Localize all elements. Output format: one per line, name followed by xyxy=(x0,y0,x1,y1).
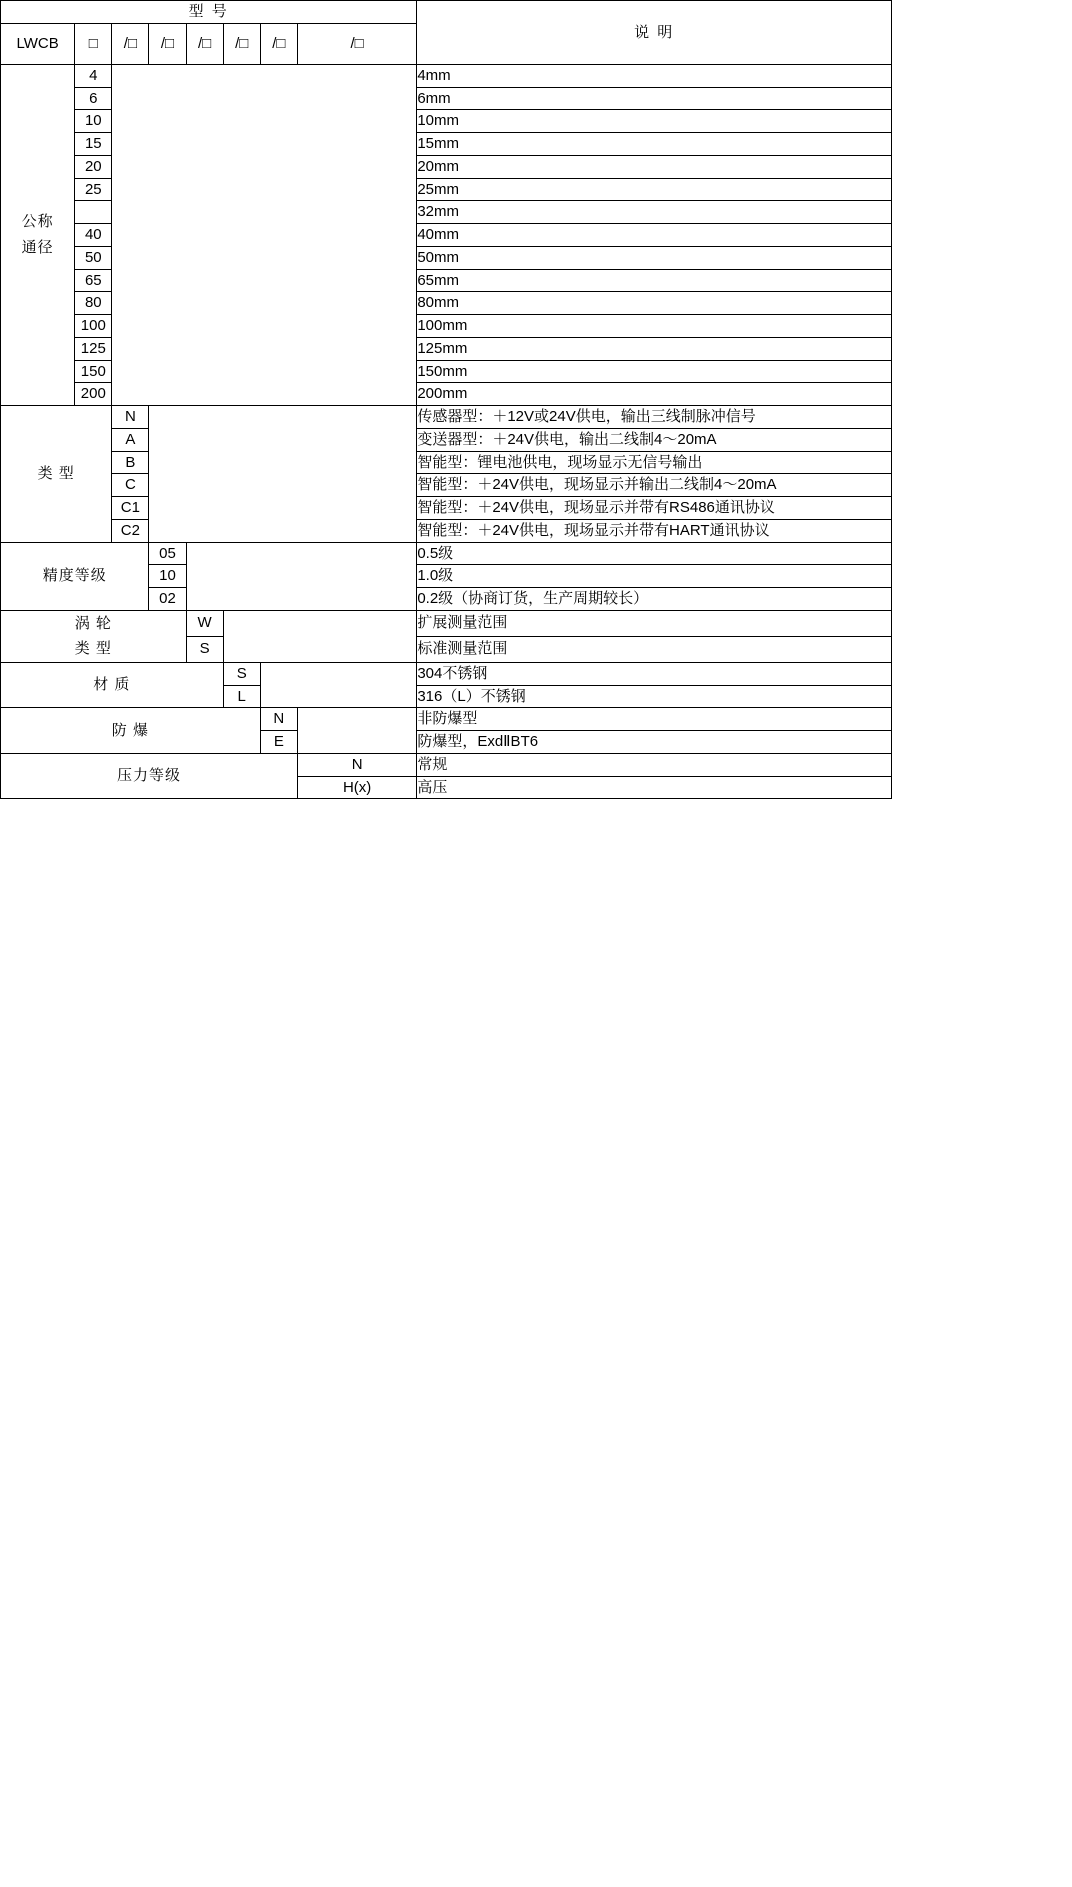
desc-title: 说 明 xyxy=(417,1,892,65)
model-segment-6: /□ xyxy=(260,23,297,64)
option-code: L xyxy=(223,685,260,708)
option-code: 100 xyxy=(75,315,112,338)
option-desc: 防爆型，ExdⅡBT6 xyxy=(417,731,892,754)
option-code: 10 xyxy=(149,565,186,588)
option-code: C1 xyxy=(112,497,149,520)
option-code: 50 xyxy=(75,246,112,269)
table-row xyxy=(1,428,892,451)
option-desc: 15mm xyxy=(417,133,892,156)
table-header-row xyxy=(1,1,892,24)
group-label-nominal-diameter xyxy=(1,64,75,405)
option-code: 25 xyxy=(75,178,112,201)
option-desc: 200mm xyxy=(417,383,892,406)
option-code: 20 xyxy=(75,155,112,178)
spacer-cells xyxy=(223,610,417,662)
table-row xyxy=(1,497,892,520)
spacer-cells xyxy=(112,64,417,405)
option-code: 40 xyxy=(75,224,112,247)
option-desc: 变送器型：＋24V供电，输出二线制4～20mA xyxy=(417,428,892,451)
option-code: 4 xyxy=(75,64,112,87)
option-desc: 150mm xyxy=(417,360,892,383)
spacer-cells xyxy=(149,406,417,543)
option-desc: 扩展测量范围 xyxy=(417,610,892,636)
group-label-explosion-proof: 防 爆 xyxy=(1,708,261,754)
option-code: C2 xyxy=(112,519,149,542)
option-desc: 智能型：＋24V供电，现场显示并带有HART通讯协议 xyxy=(417,519,892,542)
model-segment-2: /□ xyxy=(112,23,149,64)
option-desc: 1.0级 xyxy=(417,565,892,588)
table-row xyxy=(1,542,892,565)
option-desc: 65mm xyxy=(417,269,892,292)
option-desc: 40mm xyxy=(417,224,892,247)
group-label-accuracy-class: 精度等级 xyxy=(1,542,149,610)
option-code: H(x) xyxy=(297,776,416,799)
table-row xyxy=(1,753,892,776)
option-code: N xyxy=(260,708,297,731)
group-label-turbine-type xyxy=(1,610,187,662)
model-title: 型 号 xyxy=(1,1,417,24)
option-code: B xyxy=(112,451,149,474)
option-code: 05 xyxy=(149,542,186,565)
option-code: S xyxy=(223,662,260,685)
option-code: 125 xyxy=(75,337,112,360)
option-code: 80 xyxy=(75,292,112,315)
option-code: 02 xyxy=(149,588,186,611)
model-base-code: LWCB xyxy=(1,23,75,64)
option-desc: 20mm xyxy=(417,155,892,178)
model-segment-3: /□ xyxy=(149,23,186,64)
option-code: 6 xyxy=(75,87,112,110)
model-segment-5: /□ xyxy=(223,23,260,64)
option-code: N xyxy=(297,753,416,776)
group-label-line-2: 类 型 xyxy=(74,640,112,658)
option-desc: 4mm xyxy=(417,64,892,87)
option-code: 150 xyxy=(75,360,112,383)
option-desc: 25mm xyxy=(417,178,892,201)
option-desc: 10mm xyxy=(417,110,892,133)
option-desc: 32mm xyxy=(417,201,892,224)
spacer-cells xyxy=(186,542,417,610)
table-row xyxy=(1,64,892,87)
option-desc: 标准测量范围 xyxy=(417,636,892,662)
product-model-spec-table xyxy=(0,0,892,799)
model-segment-7: /□ xyxy=(297,23,416,64)
option-desc: 0.2级（协商订货，生产周期较长） xyxy=(417,588,892,611)
group-label-line-1: 公称 xyxy=(21,213,54,231)
option-desc: 智能型：＋24V供电，现场显示并输出二线制4～20mA xyxy=(417,474,892,497)
table-row xyxy=(1,474,892,497)
table-row xyxy=(1,451,892,474)
group-label-type: 类 型 xyxy=(1,406,112,543)
option-desc: 100mm xyxy=(417,315,892,338)
option-code: E xyxy=(260,731,297,754)
option-code: 200 xyxy=(75,383,112,406)
option-desc: 316（L）不锈钢 xyxy=(417,685,892,708)
option-desc: 高压 xyxy=(417,776,892,799)
option-desc: 常规 xyxy=(417,753,892,776)
group-label-line-1: 涡 轮 xyxy=(74,614,112,632)
option-code: W xyxy=(186,610,223,636)
option-desc: 传感器型：＋12V或24V供电，输出三线制脉冲信号 xyxy=(417,406,892,429)
spacer-cells xyxy=(297,708,416,754)
option-code: C xyxy=(112,474,149,497)
option-code: A xyxy=(112,428,149,451)
option-desc: 304不锈钢 xyxy=(417,662,892,685)
group-label-pressure-class: 压力等级 xyxy=(1,753,298,799)
table-row xyxy=(1,519,892,542)
option-code: N xyxy=(112,406,149,429)
table-row xyxy=(1,406,892,429)
option-code: 10 xyxy=(75,110,112,133)
option-desc: 智能型：锂电池供电，现场显示无信号输出 xyxy=(417,451,892,474)
option-desc: 0.5级 xyxy=(417,542,892,565)
model-segment-4: /□ xyxy=(186,23,223,64)
group-label-line-2: 通径 xyxy=(21,238,54,256)
model-segment-1: □ xyxy=(75,23,112,64)
option-code: 65 xyxy=(75,269,112,292)
group-label-material: 材 质 xyxy=(1,662,224,708)
option-desc: 6mm xyxy=(417,87,892,110)
table-row xyxy=(1,662,892,685)
option-desc: 125mm xyxy=(417,337,892,360)
option-desc: 非防爆型 xyxy=(417,708,892,731)
table-row xyxy=(1,708,892,731)
option-desc: 智能型：＋24V供电，现场显示并带有RS486通讯协议 xyxy=(417,497,892,520)
spacer-cells xyxy=(260,662,417,708)
table-row xyxy=(1,610,892,636)
option-code: 15 xyxy=(75,133,112,156)
option-code xyxy=(75,201,112,224)
option-code: S xyxy=(186,636,223,662)
option-desc: 50mm xyxy=(417,246,892,269)
option-desc: 80mm xyxy=(417,292,892,315)
